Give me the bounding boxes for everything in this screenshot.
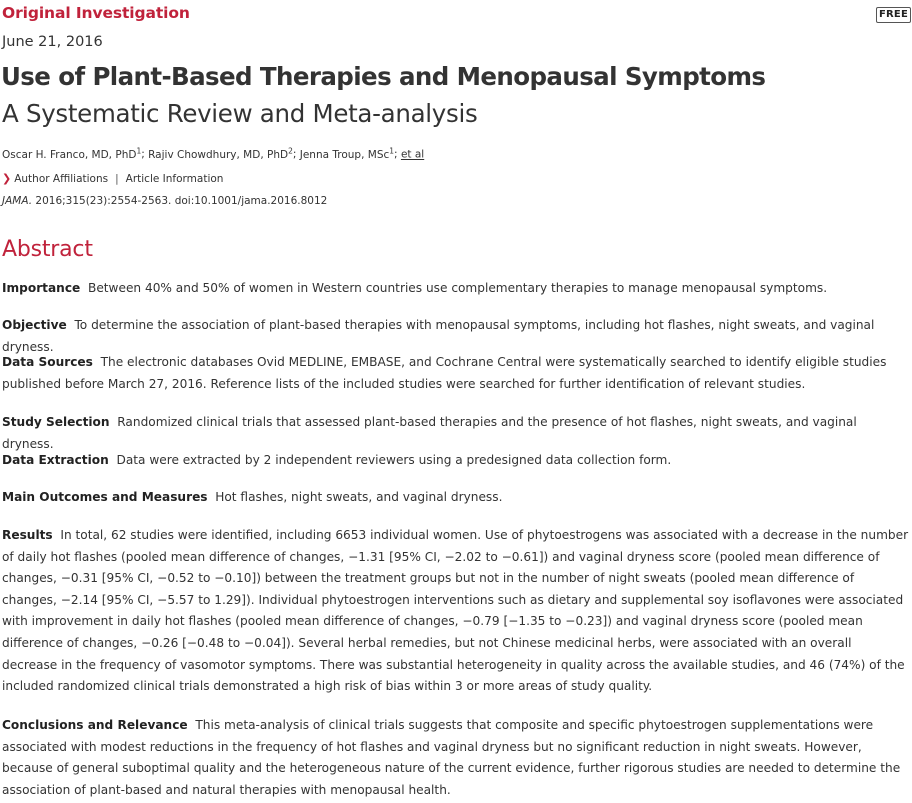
- section-text: To determine the association of plant-based therapies with menopausal symptoms, including hot flashes, night sweats, and vaginal dryness.: [2, 318, 875, 354]
- citation: [2, 195, 327, 207]
- abstract-section-data-extraction: [2, 450, 910, 472]
- affiliation-superscript: 1: [389, 146, 395, 155]
- section-label: Results: [2, 528, 53, 542]
- et-al-link[interactable]: et al: [400, 148, 425, 161]
- author-name: Jenna Troup, MSc: [299, 148, 390, 161]
- author-separator: ;: [141, 148, 149, 161]
- section-text: This meta-analysis of clinical trials suggests that composite and specific phytoestrogen supplementations were associated with modest reductions in the frequency of hot flashes and vaginal dryness but no significant reduction in night sweats. However, because of general suboptimal quality and the heterogeneous nature of the current evidence, further rigorous studies are needed to determine the association of plant-based and natural therapies with menopausal health.: [2, 718, 901, 797]
- abstract-section-conclusions: [2, 715, 910, 801]
- article-type-link[interactable]: Original Investigation: [2, 4, 190, 22]
- section-label: Data Sources: [2, 355, 93, 369]
- abstract-section-data-sources: [2, 352, 910, 395]
- abstract-section-importance: [2, 278, 910, 300]
- section-label: Main Outcomes and Measures: [2, 490, 208, 504]
- author-name: Oscar H. Franco, MD, PhD: [2, 148, 137, 161]
- author-list: [2, 146, 424, 161]
- chevron-right-icon: ❯: [2, 172, 12, 185]
- article-links-row: [2, 172, 223, 185]
- abstract-section-main-outcomes: [2, 487, 910, 509]
- publication-date: June 21, 2016: [2, 34, 103, 50]
- section-text: Hot flashes, night sweats, and vaginal dryness.: [215, 490, 503, 504]
- affiliation-superscript: 1: [136, 146, 142, 155]
- affiliation-superscript: 2: [288, 146, 293, 155]
- section-text: Between 40% and 50% of women in Western countries use complementary therapies to manage menopausal symptoms.: [87, 281, 828, 295]
- section-label: Conclusions and Relevance: [2, 718, 188, 732]
- section-label: Importance: [2, 281, 81, 295]
- author-separator: ;: [292, 148, 300, 161]
- article-information-link[interactable]: Article Information: [125, 173, 224, 185]
- section-label: Study Selection: [2, 415, 110, 429]
- author-separator: ;: [394, 148, 401, 161]
- author-item[interactable]: [148, 146, 293, 161]
- abstract-heading: Abstract: [2, 237, 93, 262]
- link-divider: |: [115, 173, 119, 185]
- article-title: Use of Plant-Based Therapies and Menopausal Symptoms: [1, 62, 766, 91]
- section-text: Randomized clinical trials that assessed plant-based therapies and the presence of hot flashes, night sweats, and vaginal dryness.: [2, 415, 857, 451]
- section-label: Data Extraction: [2, 453, 109, 467]
- author-name: Rajiv Chowdhury, MD, PhD: [148, 148, 289, 161]
- article-subtitle: A Systematic Review and Meta-analysis: [2, 99, 478, 128]
- author-affiliations-link[interactable]: Author Affiliations: [14, 173, 109, 185]
- section-text: In total, 62 studies were identified, including 6653 individual women. Use of phytoestrogens was associated with a decrease in the number of daily hot flashes (pooled mean difference of changes, −1.31 [95% CI, −2.02 to −0.61]) and vaginal dryness score (pooled mean difference of changes, −0.31 [95% CI, −0.52 to −0.10]) between the treatment groups but not in the number of night sweats (pooled mean difference of changes, −2.14 [95% CI, −5.57 to 1.29]). Individual phytoestrogen interventions such as dietary and supplemental soy isoflavones were associated with improvement in daily hot flashes (pooled mean difference of changes, −0.79 [−1.35 to −0.23]) and vaginal dryness score (pooled mean difference of changes, −0.26 [−0.48 to −0.04]). Several herbal remedies, but not Chinese medicinal herbs, were associated with an overall decrease in the frequency of vasomotor symptoms. There was substantial heterogeneity in quality across the available studies, and 46 (74%) of the included randomized clinical trials demonstrated a high risk of bias within 3 or more areas of study quality.: [2, 528, 909, 694]
- free-badge: FREE: [876, 7, 911, 23]
- citation-journal: JAMA.: [2, 195, 33, 207]
- author-item[interactable]: [299, 146, 395, 161]
- author-item[interactable]: [2, 146, 142, 161]
- abstract-section-study-selection: [2, 412, 910, 455]
- section-label: Objective: [2, 318, 67, 332]
- citation-details: 2016;315(23):2554-2563. doi:10.1001/jama.2016.8012: [32, 195, 328, 207]
- section-text: The electronic databases Ovid MEDLINE, EMBASE, and Cochrane Central were systematically searched to identify eligible studies published before March 27, 2016. Reference lists of the included studies were searched for further identification of relevant studies.: [2, 355, 887, 391]
- abstract-section-results: [2, 525, 910, 698]
- section-text: Data were extracted by 2 independent reviewers using a predesigned data collection form.: [116, 453, 672, 467]
